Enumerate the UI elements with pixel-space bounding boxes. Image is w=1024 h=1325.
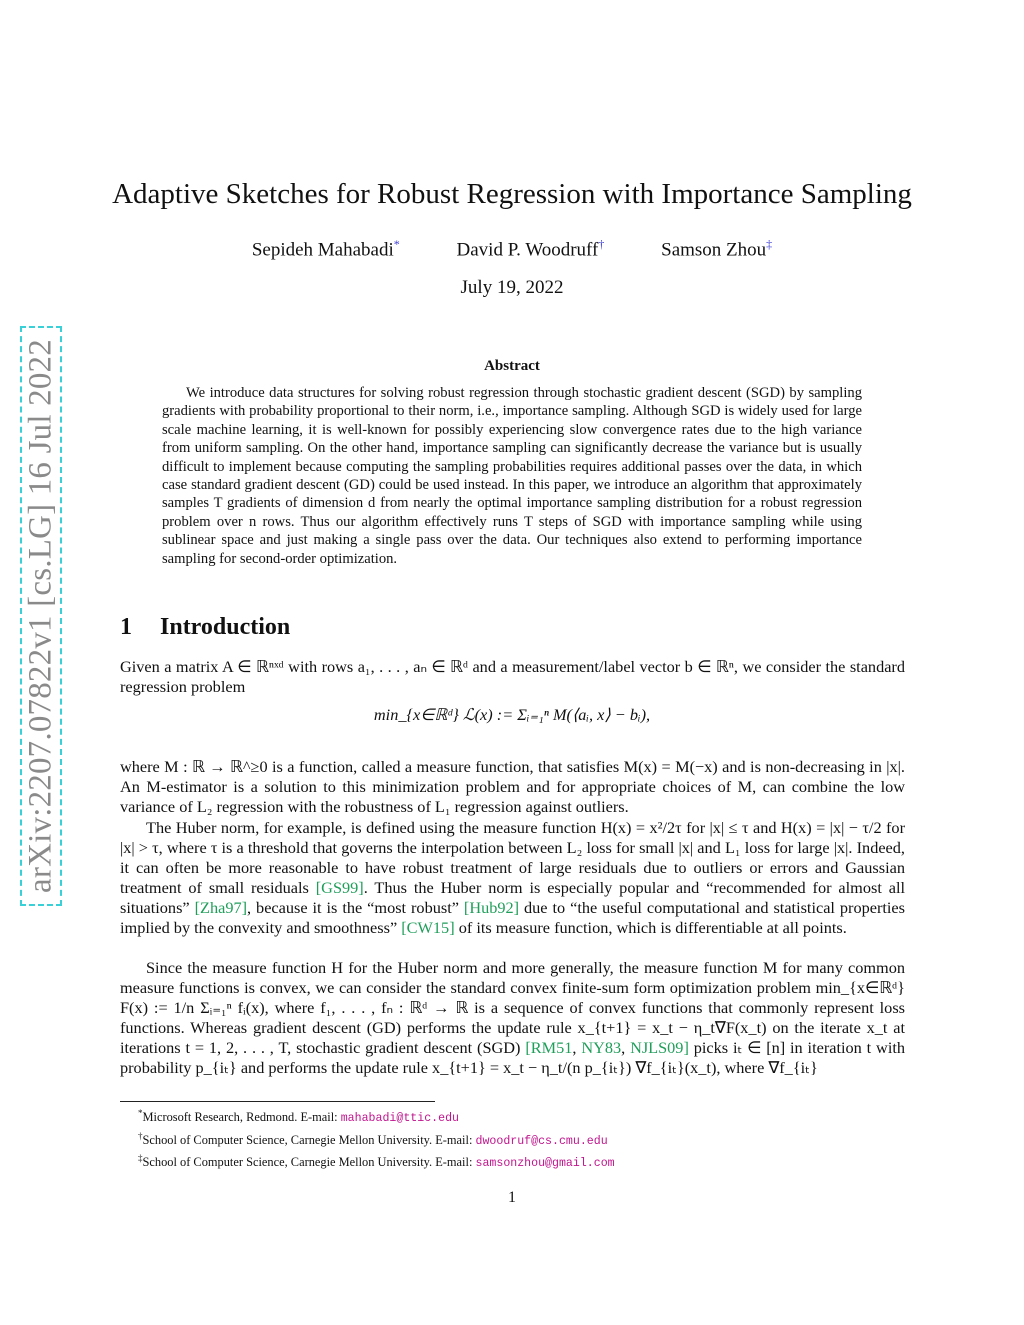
body-paragraph	[120, 958, 905, 1078]
citation-separator: ,	[621, 1038, 631, 1057]
abstract-text: We introduce data structures for solving robust regression through stochastic gradient descent (SGD) by sampling gradients with probability proportional to their norm, i.e., importance sampling. Although SGD is widely used for large scale machine learning, it is well-known for possibly experiencing slow convergence rates due to the high variance from uniform sampling. On the other hand, importance sampling can significantly decrease the variance but is usually difficult to implement because computing the sampling probabilities requires additional passes over the data, in which case standard gradient descent (GD) could be used instead. In this paper, we introduce an algorithm that approximately samples T gradients of dimension d from nearly the optimal importance sampling distribution for a robust regression problem over n rows. Thus our algorithm effectively runs T steps of SGD with importance sampling while using sublinear space and just making a single pass over the data. Our techniques also extend to performing importance sampling for second-order optimization.	[162, 385, 862, 567]
footnote	[138, 1105, 615, 1128]
paragraph-text: due to “the useful computational and statistical properties implied by the convexity and smoothness”	[120, 898, 905, 937]
citation-link[interactable]: [CW15]	[401, 918, 455, 937]
email-link[interactable]: mahabadi@ttic.edu	[340, 1112, 459, 1126]
display-equation: min_{x∈ℝᵈ} ℒ(x) := Σᵢ₌₁ⁿ M(⟨aᵢ, x⟩ − bᵢ),	[373, 705, 651, 724]
paragraph-text: . Thus the Huber norm is especially popular and “recommended for almost all situations”	[120, 878, 906, 917]
author-name: David P. Woodruff	[456, 239, 599, 261]
author-list	[0, 237, 1024, 261]
body-paragraph: Given a matrix A ∈ ℝⁿˣᵈ with rows a₁, . . . , aₙ ∈ ℝᵈ and a measurement/label vector b ∈ ℝⁿ, we consider the standard regression problem	[120, 657, 905, 696]
arxiv-identifier-stamp	[20, 326, 62, 906]
author-name: Samson Zhou	[661, 239, 767, 261]
citation-link[interactable]: NJLS09]	[630, 1038, 689, 1057]
paragraph-text: Since the measure function H for the Huber norm and more generally, the measure function M for many common measure functions is convex, we can consider the standard convex finite-sum form optimization problem min_{x∈ℝᵈ} F(x) := 1/n Σᵢ₌₁ⁿ fᵢ(x), where f₁, . . . , fₙ : ℝᵈ → ℝ is a sequence of convex functions that commonly represent loss functions. Whereas gradient descent (GD) performs the update rule x_{t+1} = x_t − η_t∇F(x_t) on the iterate x_t at iterations t = 1, 2, . . . , T, stochastic gradient descent (SGD)	[120, 958, 905, 1057]
author	[457, 237, 605, 261]
footnote-text: Microsoft Research, Redmond. E-mail:	[142, 1110, 341, 1125]
paragraph-text: of its measure function, which is differentiable at all points.	[454, 918, 847, 937]
arxiv-identifier-text: arXiv:2207.07822v1 [cs.LG] 16 Jul 2022	[22, 339, 59, 893]
footnote-divider	[120, 1101, 435, 1102]
paper-date: July 19, 2022	[460, 277, 564, 298]
footnotes	[138, 1105, 615, 1173]
citation-link[interactable]: [RM51	[525, 1038, 573, 1057]
section-heading	[120, 614, 290, 641]
section-number: 1	[120, 614, 132, 640]
citation-separator: ,	[572, 1038, 582, 1057]
page-number: 1	[508, 1189, 516, 1206]
citation-link[interactable]: [Hub92]	[463, 898, 520, 917]
footnote	[138, 1128, 615, 1151]
paragraph-text: The Huber norm, for example, is defined using the measure function H(x) = x²/2τ for |x| ≤ τ and H(x) = |x| − τ/2 for |x| > τ, where τ is a threshold that governs the interpolation between L₂ loss for small |x| and L₁ loss for large |x|. Indeed, it can often be more reasonable to have robust treatment of large residuals due to outliers or errors and Gaussian treatment of small residuals	[120, 818, 905, 897]
abstract-heading: Abstract	[484, 358, 540, 374]
footnote-text: School of Computer Science, Carnegie Mellon University. E-mail:	[142, 1132, 476, 1147]
footnote-text: School of Computer Science, Carnegie Mellon University. E-mail:	[142, 1155, 476, 1170]
body-paragraph: where M : ℝ → ℝ^≥0 is a function, called a measure function, that satisfies M(x) = M(−x) and is non-decreasing in |x|. An M-estimator is a solution to this minimization problem and for appropriate choices of M, can combine the low variance of L₂ regression with the robustness of L₁ regression against outliers.	[120, 757, 905, 816]
author	[661, 237, 772, 261]
footnote-mark: ‡	[138, 1153, 143, 1164]
email-link[interactable]: dwoodruf@cs.cmu.edu	[475, 1134, 608, 1148]
author-footnote-mark[interactable]: ‡	[766, 237, 773, 251]
author	[252, 237, 400, 261]
paragraph-text: picks iₜ ∈ [n] in iteration t with probability p_{iₜ} and performs the update rule x_{t+1} = x_t − η_t/(n p_{iₜ}) ∇f_{iₜ}(x_t), where ∇f_{iₜ}	[120, 1038, 906, 1077]
section-title: Introduction	[160, 614, 291, 640]
body-paragraph	[120, 818, 905, 938]
author-footnote-mark[interactable]: †	[598, 237, 605, 251]
paragraph-text: , because it is the “most robust”	[247, 898, 464, 917]
author-name: Sepideh Mahabadi	[251, 239, 394, 261]
footnote	[138, 1150, 615, 1173]
author-footnote-mark[interactable]: *	[393, 237, 400, 251]
footnote-mark: *	[138, 1108, 143, 1118]
footnote-mark: †	[138, 1130, 143, 1141]
citation-link[interactable]: [Zha97]	[194, 898, 248, 917]
citation-link[interactable]: NY83	[581, 1038, 622, 1057]
paper-title: Adaptive Sketches for Robust Regression with Importance Sampling	[112, 178, 912, 210]
citation-link[interactable]: [GS99]	[315, 878, 364, 897]
email-link[interactable]: samsonzhou@gmail.com	[475, 1157, 615, 1171]
